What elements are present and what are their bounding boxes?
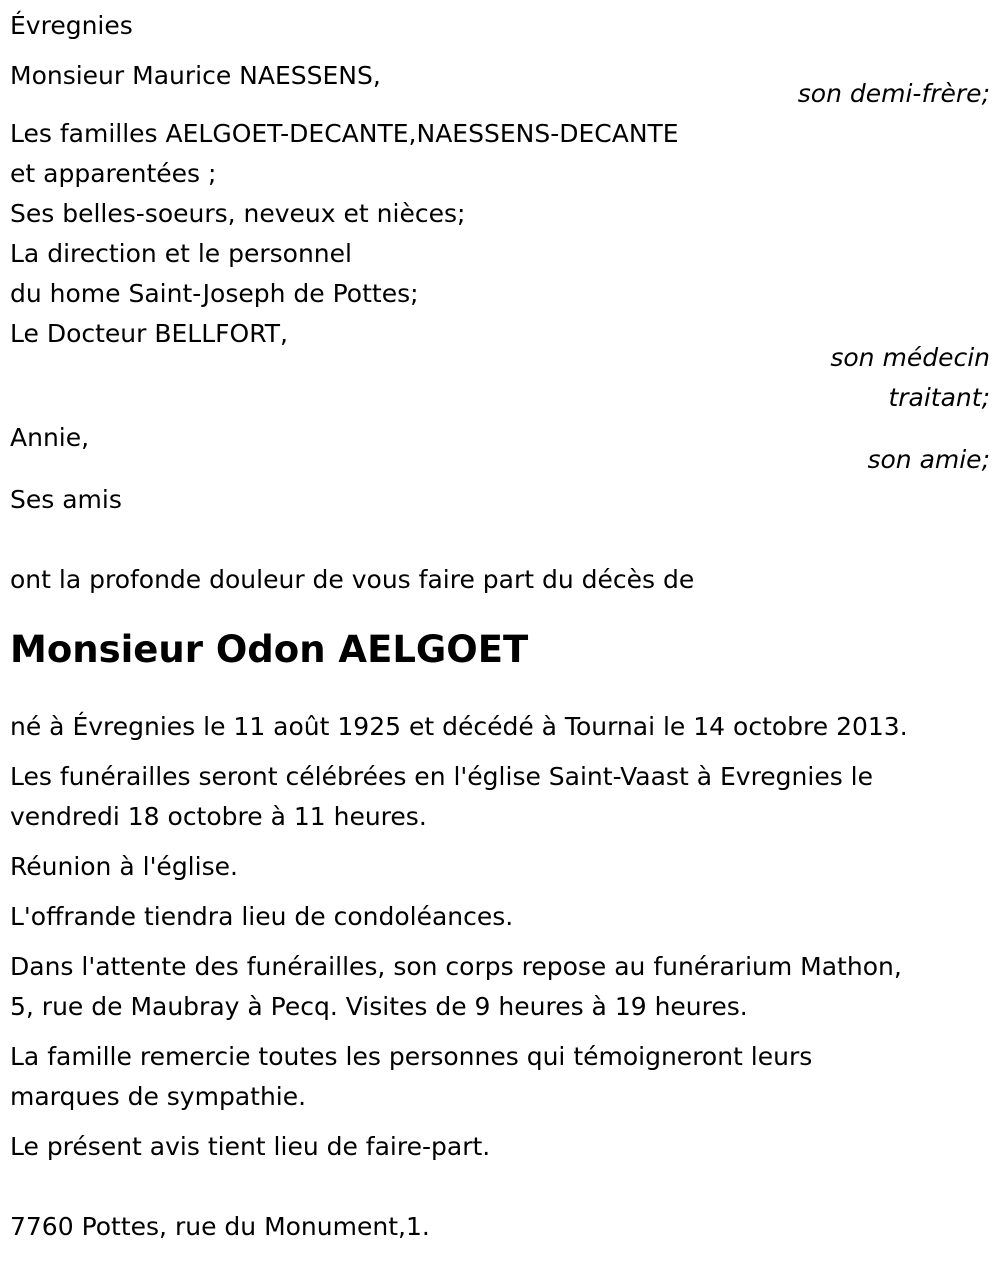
funeral-line-1: Les funérailles seront célébrées en l'église Saint-Vaast à Evregnies le xyxy=(10,762,874,791)
funeral-line-2: vendredi 18 octobre à 11 heures. xyxy=(10,802,427,831)
place-label: Évregnies xyxy=(10,11,133,40)
announcement-text: ont la profonde douleur de vous faire part du décès de xyxy=(10,565,695,594)
thanks-line-1: La famille remercie toutes les personnes qui témoigneront leurs xyxy=(10,1042,813,1071)
family-line-apparentees: et apparentées ; xyxy=(10,159,217,188)
role-medecin: son médecin xyxy=(830,343,990,372)
funeral-paragraph xyxy=(10,757,990,837)
thanks-line-2: marques de sympathie. xyxy=(10,1082,307,1111)
birth-death-text: né à Évregnies le 11 août 1925 et décédé à Tournai le 14 octobre 2013. xyxy=(10,712,908,741)
role-amie: son amie; xyxy=(867,445,990,474)
rest-paragraph xyxy=(10,947,990,1027)
family-line-maurice: Monsieur Maurice NAESSENS, xyxy=(10,61,381,90)
offering-text: L'offrande tiendra lieu de condoléances. xyxy=(10,902,514,931)
rest-line-2: 5, rue de Maubray à Pecq. Visites de 9 heures à 19 heures. xyxy=(10,992,748,1021)
role-traitant: traitant; xyxy=(888,383,990,412)
family-line-amis: Ses amis xyxy=(10,485,122,514)
family-line-direction: La direction et le personnel xyxy=(10,239,352,268)
meeting-text: Réunion à l'église. xyxy=(10,852,238,881)
family-line-home: du home Saint-Joseph de Pottes; xyxy=(10,279,419,308)
family-line-docteur: Le Docteur BELLFORT, xyxy=(10,319,288,348)
notice-text: Le présent avis tient lieu de faire-part. xyxy=(10,1132,491,1161)
thanks-paragraph xyxy=(10,1037,990,1117)
details-block xyxy=(10,707,990,1167)
deceased-name: Monsieur Odon AELGOET xyxy=(10,628,529,671)
family-line-annie: Annie, xyxy=(10,423,90,452)
family-line-belles-soeurs: Ses belles-soeurs, neveux et nièces; xyxy=(10,199,466,228)
address-text: 7760 Pottes, rue du Monument,1. xyxy=(10,1212,430,1241)
role-demi-frere: son demi-frère; xyxy=(797,79,990,108)
family-line-families: Les familles AELGOET-DECANTE,NAESSENS-DECANTE xyxy=(10,119,679,148)
rest-line-1: Dans l'attente des funérailles, son corps repose au funérarium Mathon, xyxy=(10,952,902,981)
family-list xyxy=(10,56,990,520)
